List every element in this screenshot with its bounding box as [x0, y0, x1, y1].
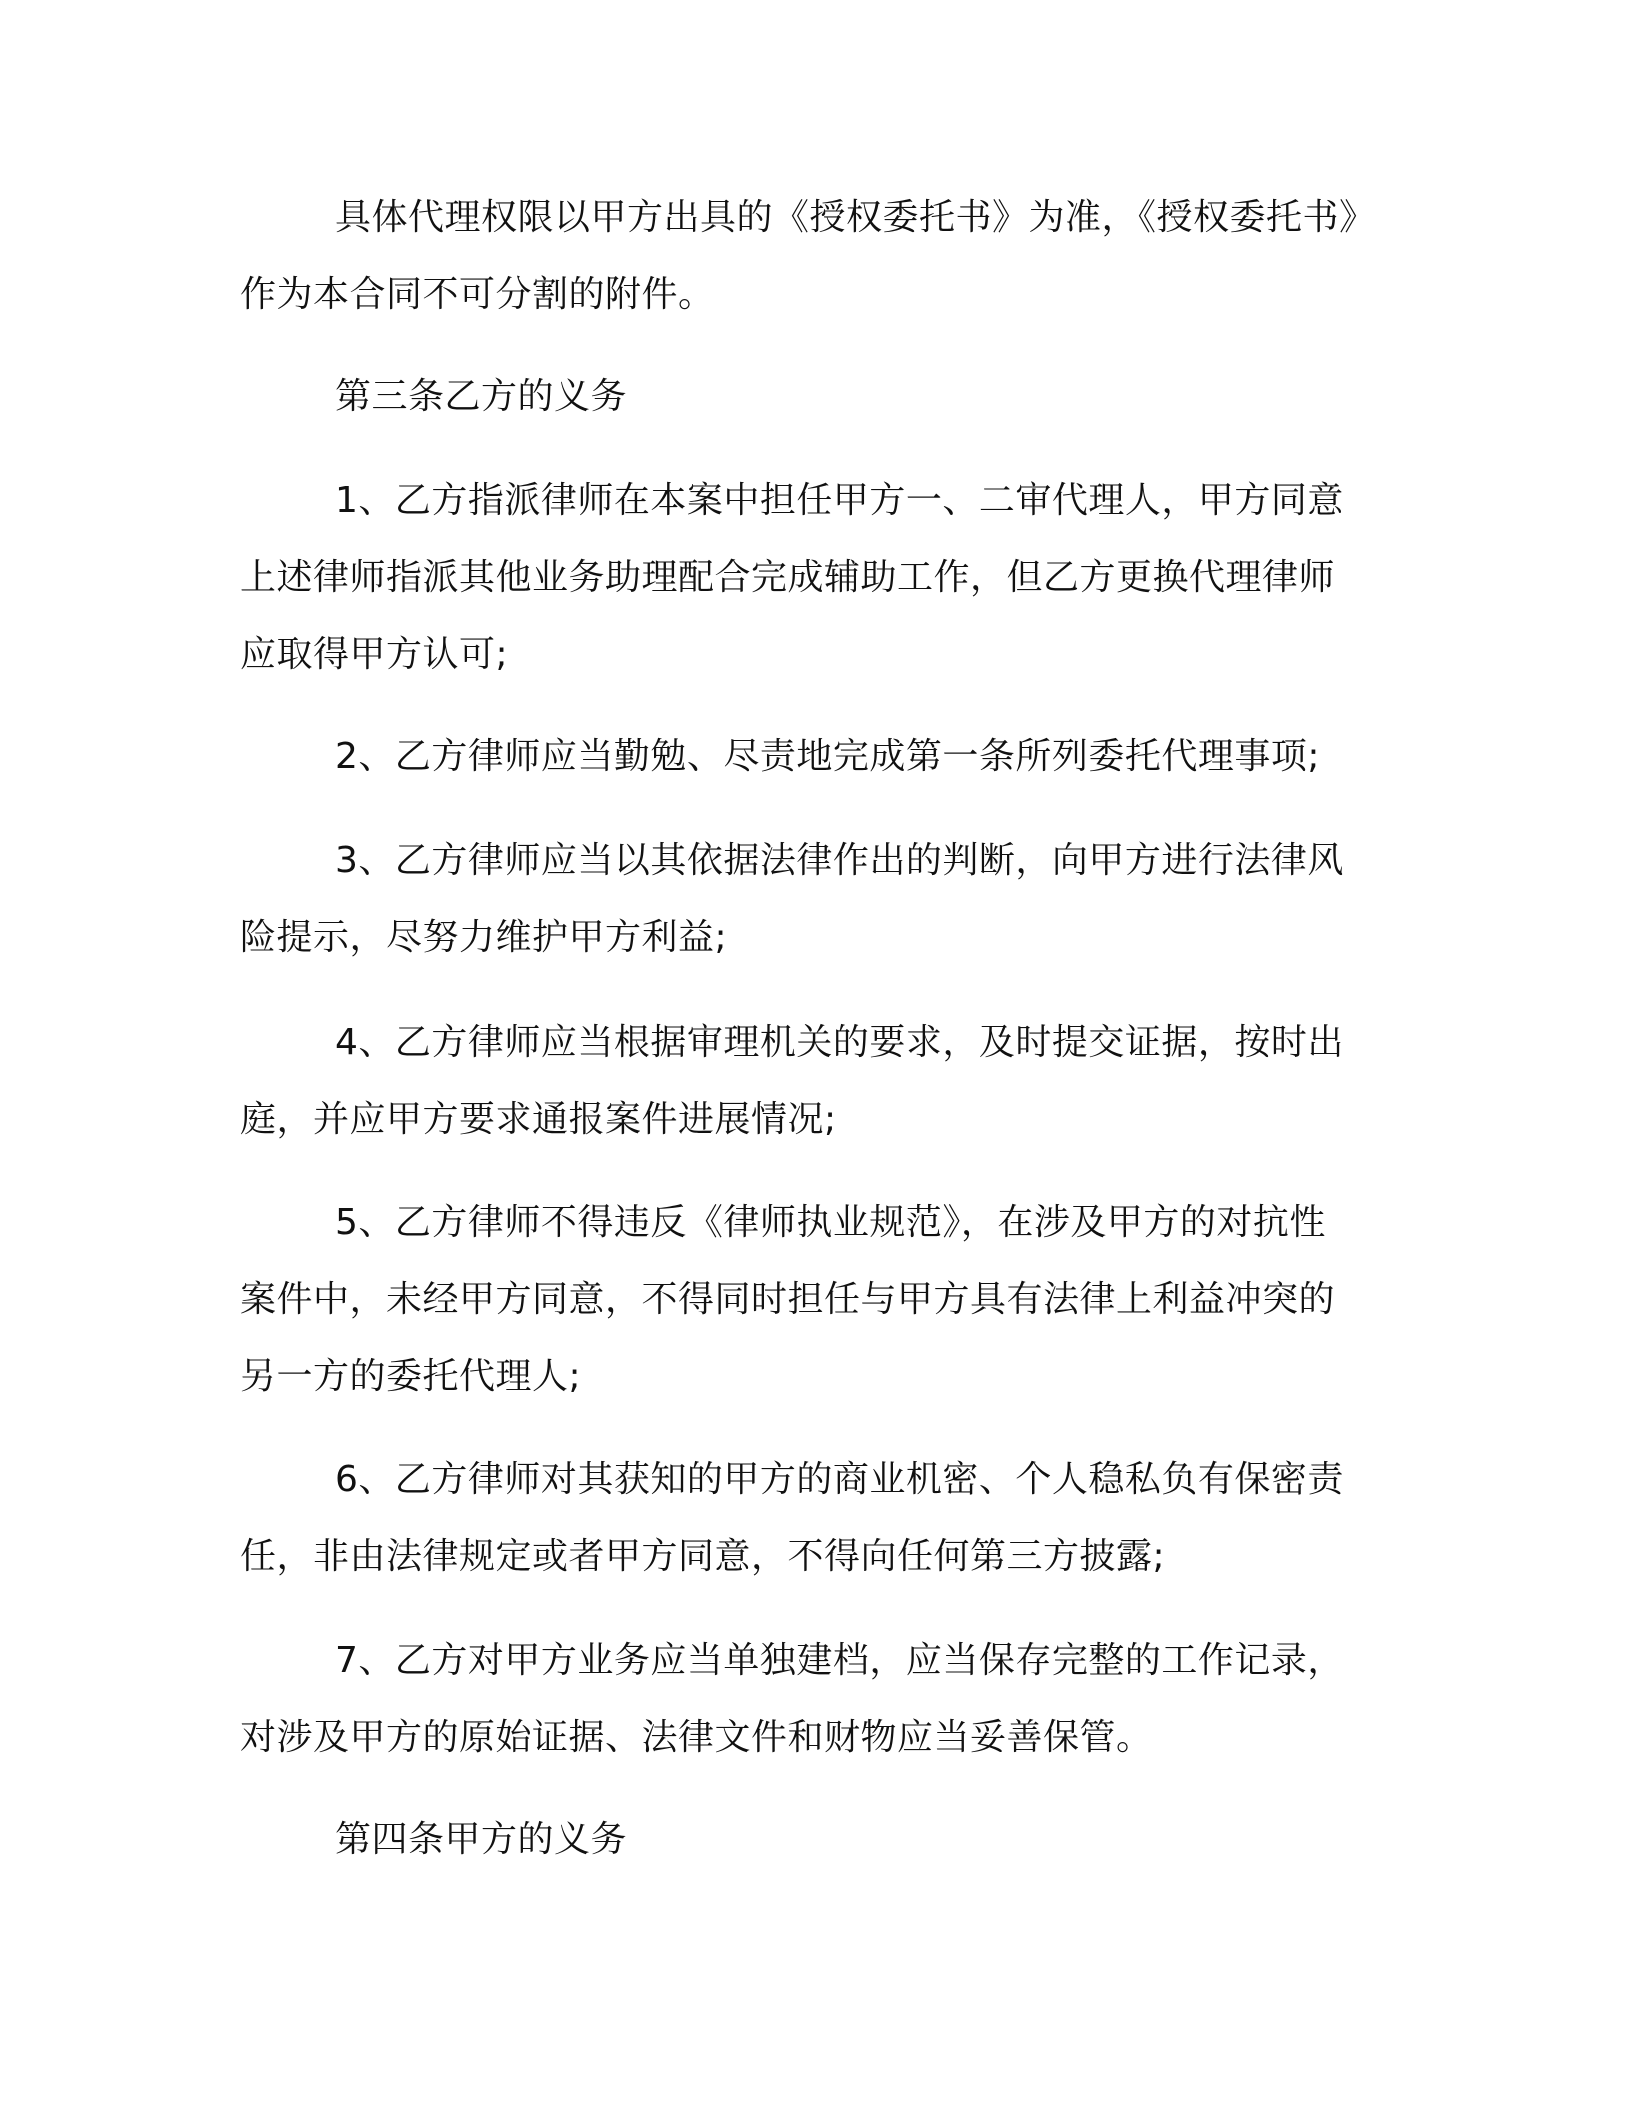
paragraph-line: 对涉及甲方的原始证据、法律文件和财物应当妥善保管。: [240, 1717, 1153, 1758]
paragraph-line: 2、乙方律师应当勤勉、尽责地完成第一条所列委托代理事项;: [335, 736, 1321, 777]
paragraph-line: 具体代理权限以甲方出具的《授权委托书》为准，《授权委托书》: [335, 197, 1376, 238]
paragraph-line: 5、乙方律师不得违反《律师执业规范》，在涉及甲方的对抗性: [335, 1202, 1326, 1243]
paragraph-line: 上述律师指派其他业务助理配合完成辅助工作，但乙方更换代理律师: [240, 557, 1336, 598]
paragraph-line: 4、乙方律师应当根据审理机关的要求，及时提交证据，按时出: [335, 1022, 1344, 1063]
paragraph-line: 6、乙方律师对其获知的甲方的商业机密、个人稳私负有保密责: [335, 1459, 1344, 1500]
paragraph-line: 作为本合同不可分割的附件。: [240, 274, 715, 315]
paragraph-line: 任，非由法律规定或者甲方同意，不得向任何第三方披露;: [240, 1536, 1166, 1577]
paragraph-line: 应取得甲方认可;: [240, 634, 509, 675]
paragraph-line: 庭，并应甲方要求通报案件进展情况;: [240, 1099, 837, 1140]
paragraph-line: 3、乙方律师应当以其依据法律作出的判断，向甲方进行法律风: [335, 840, 1344, 881]
paragraph-line: 案件中，未经甲方同意，不得同时担任与甲方具有法律上利益冲突的: [240, 1279, 1336, 1320]
paragraph-line: 险提示，尽努力维护甲方利益;: [240, 917, 728, 958]
paragraph-line: 7、乙方对甲方业务应当单独建档，应当保存完整的工作记录，: [335, 1640, 1344, 1681]
paragraph-line: 1、乙方指派律师在本案中担任甲方一、二审代理人，甲方同意: [335, 480, 1344, 521]
section-heading: 第四条甲方的义务: [335, 1819, 628, 1860]
paragraph-line: 另一方的委托代理人;: [240, 1356, 582, 1397]
section-heading: 第三条乙方的义务: [335, 376, 628, 417]
